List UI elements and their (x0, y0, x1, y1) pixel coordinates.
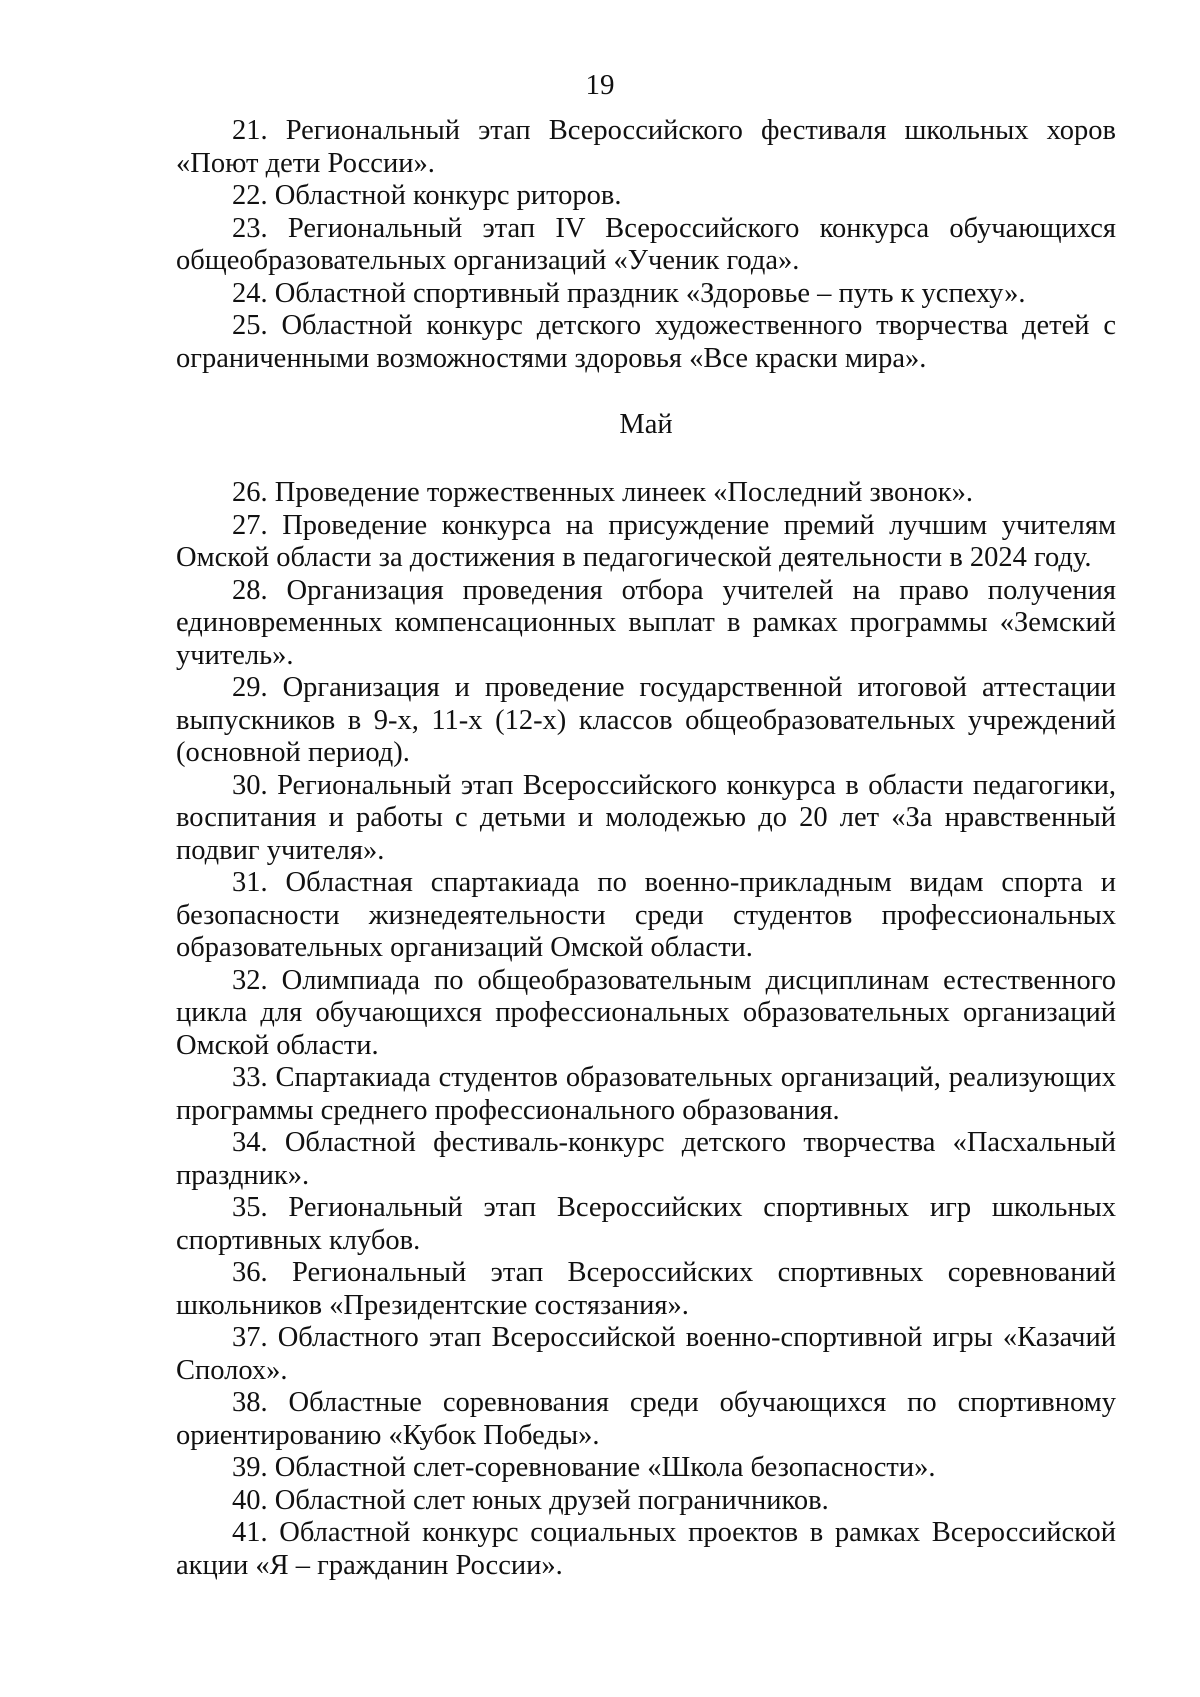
item-text: Региональный этап Всероссийских спортивных соревнований школьников «Президентские состязания». (176, 1257, 1116, 1321)
list-item (176, 1257, 1116, 1322)
item-number: 32. (232, 964, 268, 996)
item-number: 40. (232, 1484, 268, 1516)
item-number: 21. (232, 115, 268, 146)
item-number: 36. (232, 1257, 268, 1288)
document-body (176, 115, 1116, 1582)
item-number: 24. (232, 277, 268, 309)
list-item (176, 180, 1116, 213)
item-number: 37. (232, 1322, 268, 1353)
item-number: 22. (232, 180, 268, 211)
item-number: 29. (232, 672, 268, 703)
page-number: 19 (585, 69, 615, 101)
item-text: Проведение торжественных линеек «Последний звонок». (274, 477, 973, 508)
list-item (176, 1322, 1116, 1387)
list-item (176, 1192, 1116, 1257)
list-item (176, 1387, 1116, 1452)
item-number: 34. (232, 1127, 268, 1158)
item-text: Областного этап Всероссийской военно-спортивной игры «Казачий Сполох». (176, 1322, 1116, 1386)
item-number: 26. (232, 477, 268, 508)
list-may (176, 477, 1116, 1582)
list-item (176, 672, 1116, 770)
item-number: 41. (232, 1517, 268, 1548)
item-number: 33. (232, 1062, 268, 1093)
list-item (176, 278, 1116, 311)
section-heading-may: Май (619, 409, 673, 440)
item-number: 28. (232, 574, 268, 606)
list-item (176, 965, 1116, 1063)
item-text: Областной слет юных друзей пограничников. (274, 1484, 829, 1516)
item-number: 39. (232, 1452, 268, 1483)
item-text: Региональный этап Всероссийских спортивных игр школьных спортивных клубов. (176, 1192, 1116, 1256)
list-item (176, 770, 1116, 868)
item-text: Спартакиада студентов образовательных организаций, реализующих программы среднего профессионального образования. (176, 1062, 1116, 1126)
item-text: Областной конкурс детского художественного творчества детей с ограниченными возможностями здоровья «Все краски мира». (176, 310, 1117, 374)
item-text: Региональный этап Всероссийского конкурса в области педагогики, воспитания и работы с детьми и молодежью до 20 лет «За нравственный подвиг учителя». (176, 769, 1117, 866)
item-text: Областные соревнования среди обучающихся по спортивному ориентированию «Кубок Победы». (176, 1387, 1116, 1451)
item-text: Организация проведения отбора учителей на право получения единовременных компенсационных выплат в рамках программы «Земский учитель». (176, 574, 1117, 671)
list-april (176, 115, 1116, 375)
list-item (176, 213, 1116, 278)
item-text: Областной спортивный праздник «Здоровье – путь к успеху». (274, 277, 1026, 309)
item-number: 38. (232, 1387, 268, 1418)
list-item (176, 510, 1116, 575)
item-number: 27. (232, 509, 268, 541)
item-text: Областной фестиваль-конкурс детского творчества «Пасхальный праздник». (176, 1127, 1117, 1191)
list-item (176, 1485, 1116, 1518)
list-item (176, 1127, 1116, 1192)
item-text: Организация и проведение государственной итоговой аттестации выпускников в 9-х, 11-х (12-х) классов общеобразовательных учреждений (основной период). (176, 672, 1116, 768)
item-text: Областной конкурс риторов. (274, 180, 622, 211)
item-number: 25. (232, 310, 268, 341)
list-item (176, 477, 1116, 510)
item-text: Областной слет-соревнование «Школа безопасности». (274, 1452, 936, 1483)
list-item (176, 310, 1116, 375)
item-number: 23. (232, 212, 268, 244)
item-text: Региональный этап IV Всероссийского конкурса обучающихся общеобразовательных организаций «Ученик года». (176, 212, 1116, 276)
list-item (176, 1452, 1116, 1485)
item-number: 30. (232, 769, 268, 801)
item-text: Областная спартакиада по военно-прикладным видам спорта и безопасности жизнедеятельности среди студентов профессиональных образовательных организаций Омской области. (176, 867, 1116, 963)
item-number: 31. (232, 867, 268, 898)
list-item (176, 867, 1116, 965)
list-item (176, 575, 1116, 673)
item-number: 35. (232, 1192, 268, 1223)
item-text: Проведение конкурса на присуждение премий лучшим учителям Омской области за достижения в педагогической деятельности в 2024 году. (176, 509, 1117, 573)
list-item (176, 1517, 1116, 1582)
list-item (176, 115, 1116, 180)
item-text: Региональный этап Всероссийского фестиваля школьных хоров «Поют дети России». (176, 115, 1117, 179)
list-item (176, 1062, 1116, 1127)
item-text: Олимпиада по общеобразовательным дисциплинам естественного цикла для обучающихся профессиональных образовательных организаций Омской области. (176, 964, 1117, 1061)
item-text: Областной конкурс социальных проектов в рамках Всероссийской акции «Я – гражданин России». (176, 1517, 1117, 1581)
